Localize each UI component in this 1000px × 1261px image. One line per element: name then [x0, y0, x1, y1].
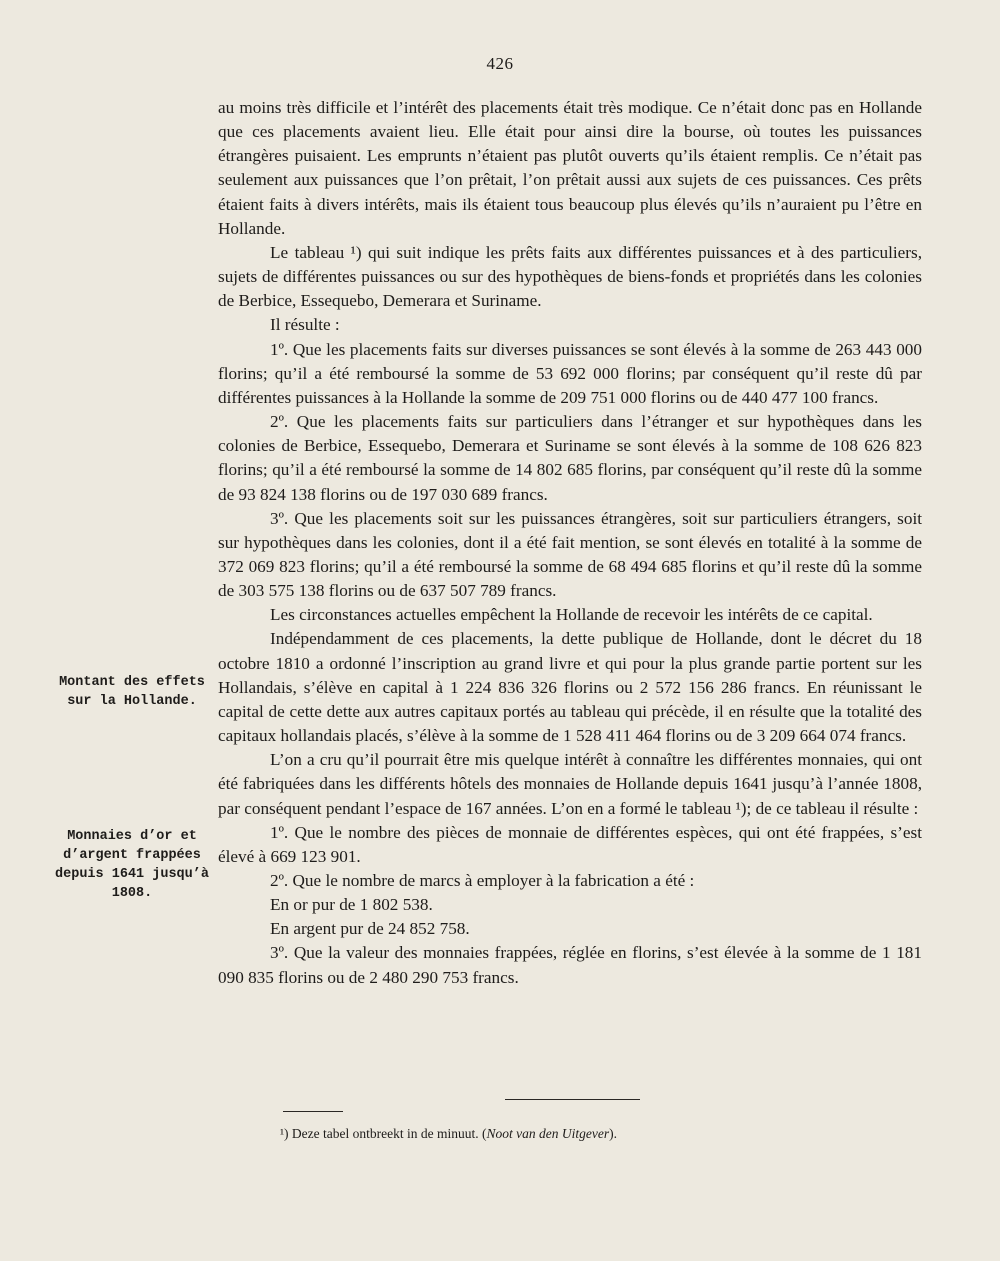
footnote-note-open: ( — [481, 1126, 487, 1141]
paragraph-continuation: au moins très difficile et l’intérêt des placements était très modique. Ce n’était donc pas en Hollande que ces placements avaient lieu. Elle était pour ainsi dire la bourse, où toutes les puissances étrangères puisaient. Les emprunts n’étaient pas plutôt ouverts qu’ils étaient remplis. Ce n’était pas seulement aux puissances que l’on prêtait, l’on prêtait aussi aux sujets de ces puissances. Ces prêts étaient faits à divers intérêts, mais ils étaient tous beaucoup plus élevés qu’ils n’auraient pu l’être en Hollande. — [218, 98, 922, 238]
paragraph-argent-pur: En argent pur de 24 852 758. — [270, 919, 470, 939]
paragraph-monnaies-intro: L’on a cru qu’il pourrait être mis quelque intérêt à connaître les différentes monnaies, qui ont été fabriquées dans les différents hôtels des monnaies de Hollande depuis 1641 jusqu’à l’année 1808, par conséquent pendant l’espace de 167 années. L’on en a formé le tableau ¹); de ce tableau il résulte : — [218, 750, 922, 818]
paragraph-resulte: Il résulte : — [270, 315, 340, 335]
main-text — [218, 96, 922, 990]
margin-note-montant: Montant des effets sur la Hollande. — [59, 675, 205, 709]
paragraph-point-2: 2º. Que les placements faits sur particuliers dans l’étranger et sur hypothèques dans les colonies de Berbice, Essequebo, Demerara et Suriname se sont élevés à la somme de 108 626 823 florins; qu’il a été remboursé la somme de 14 802 685 florins, par conséquent qu’il reste dû la somme de 93 824 138 florins ou de 197 030 689 francs. — [218, 412, 922, 504]
footnote-note-close: ). — [609, 1126, 617, 1141]
footnote-rule — [283, 1111, 343, 1112]
paragraph-point-3: 3º. Que les placements soit sur les puissances étrangères, soit sur particuliers étrangers, soit sur hypothèques dans les colonies, dont il a été fait mention, se sont élevés en totalité à la somme de 372 069 823 florins; qu’il a été remboursé la somme de 68 494 685 florins et qu’il reste dû la somme de 303 575 138 florins ou de 637 507 789 francs. — [218, 508, 922, 601]
paragraph-monnaies-point-3: 3º. Que la valeur des monnaies frappées, réglée en florins, s’est élevée à la somme de 1 181 090 835 florins ou de 2 480 290 753 francs. — [218, 943, 922, 987]
footnote-note-italic: Noot van den Uitgever — [486, 1126, 610, 1141]
paragraph-dette-publique: Indépendamment de ces placements, la dette publique de Hollande, dont le décret du 18 octobre 1810 a ordonné l’inscription au grand livre et qui pour la plus grande partie portent sur les Hollandais, s’élève en capital à 1 224 836 326 florins ou 2 572 156 286 francs. En réunissant le capital de cette dette aux autres capitaux portés au tableau qui précède, il en résulte que la totalité des capitaux hollandais placés, s’élève à la somme de 1 528 411 464 florins ou de 3 209 664 074 francs. — [218, 629, 922, 746]
paragraph-monnaies-point-1: 1º. Que le nombre des pièces de monnaie de différentes espèces, qui ont été frappées, s’est élevé à 669 123 901. — [218, 822, 922, 866]
page-number: 426 — [486, 54, 514, 73]
margin-note-monnaies: Monnaies d’or et d’argent frappées depuis 1641 jusqu’à 1808. — [55, 829, 209, 901]
paragraph-circonstances: Les circonstances actuelles empêchent la Hollande de recevoir les intérêts de ce capital. — [270, 605, 873, 625]
paragraph-monnaies-point-2: 2º. Que le nombre de marcs à employer à la fabrication a été : — [270, 871, 695, 890]
paragraph-or-pur: En or pur de 1 802 538. — [270, 895, 433, 915]
footnote — [280, 1125, 920, 1143]
section-end-rule — [505, 1099, 640, 1100]
footnote-text: Deze tabel ontbreekt in de minuut. — [291, 1126, 479, 1141]
paragraph-point-1: 1º. Que les placements faits sur diverses puissances se sont élevés à la somme de 263 443 000 florins; qu’il a été remboursé la somme de 53 692 000 florins; par conséquent qu’il reste dû par différentes puissances à la Hollande la somme de 209 751 000 florins ou de 440 477 100 francs. — [218, 339, 922, 407]
paragraph-tableau-intro: Le tableau ¹) qui suit indique les prêts faits aux différentes puissances et à des particuliers, sujets de différentes puissances ou sur des hypothèques de biens-fonds et propriétés dans les colonies de Berbice, Essequebo, Demerara et Suriname. — [218, 242, 922, 311]
footnote-marker: ¹) — [280, 1126, 289, 1141]
